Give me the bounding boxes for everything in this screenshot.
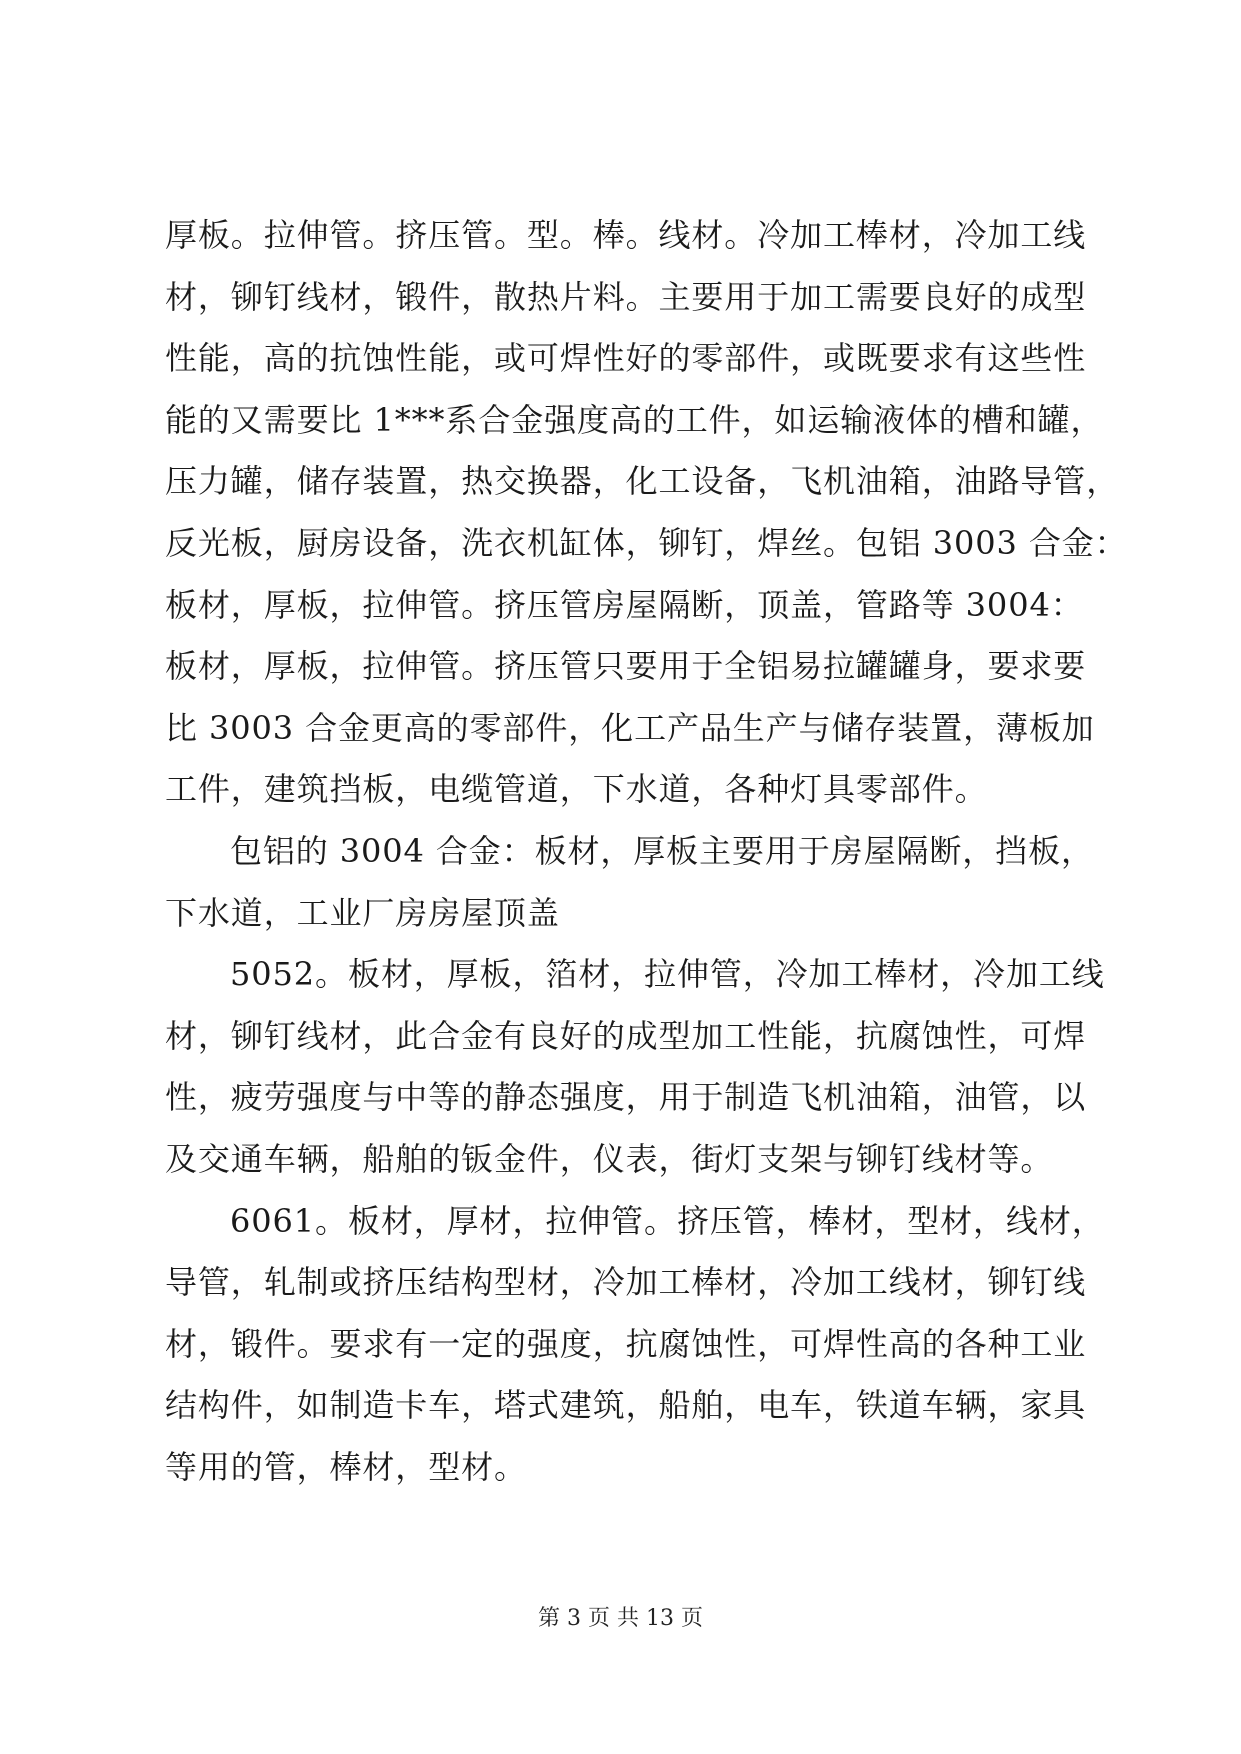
text-line: 工件，建筑挡板，电缆管道，下水道，各种灯具零部件。	[165, 770, 988, 809]
paragraph-start-line: 5052。板材，厚板，箔材，拉伸管，冷加工棒材，冷加工线	[230, 955, 1105, 994]
text-line: 反光板，厨房设备，洗衣机缸体，铆钉，焊丝。包铝 3003 合金：	[165, 523, 1128, 562]
body-text	[165, 205, 1128, 1498]
paragraph-start-line: 包铝的 3004 合金：板材，厚板主要用于房屋隔断，挡板，	[230, 831, 1094, 870]
text-line: 导管，轧制或挤压结构型材，冷加工棒材，冷加工线材，铆钉线	[165, 1263, 1087, 1302]
text-line: 厚板。拉伸管。挤压管。型。棒。线材。冷加工棒材，冷加工线	[165, 216, 1087, 254]
text-line: 能的又需要比 1***系合金强度高的工件，如运输液体的槽和罐，	[165, 400, 1104, 439]
text-line: 及交通车辆，船舶的钣金件，仪表，街灯支架与铆钉线材等。	[165, 1139, 1054, 1178]
text-line: 性能，高的抗蚀性能，或可焊性好的零部件，或既要求有这些性	[165, 339, 1087, 378]
text-line: 材，铆钉线材，锻件，散热片料。主要用于加工需要良好的成型	[165, 277, 1087, 316]
paragraph-start-line: 6061。板材，厚材，拉伸管。挤压管，棒材，型材，线材，	[230, 1201, 1105, 1240]
text-line: 结构件，如制造卡车，塔式建筑，船舶，电车，铁道车辆，家具	[165, 1386, 1087, 1425]
text-line: 压力罐，储存装置，热交换器，化工设备，飞机油箱，油路导管，	[165, 462, 1120, 501]
page-number-footer: 第 3 页 共 13 页	[538, 1606, 703, 1631]
text-line: 板材，厚板，拉伸管。挤压管只要用于全铝易拉罐罐身，要求要	[165, 647, 1087, 686]
text-line: 材，铆钉线材，此合金有良好的成型加工性能，抗腐蚀性，可焊	[165, 1016, 1087, 1055]
text-line: 比 3003 合金更高的零部件，化工产品生产与储存装置，薄板加	[165, 708, 1095, 747]
text-line: 等用的管，棒材，型材。	[165, 1447, 527, 1486]
text-line: 材，锻件。要求有一定的强度，抗腐蚀性，可焊性高的各种工业	[165, 1324, 1087, 1363]
text-line: 板材，厚板，拉伸管。挤压管房屋隔断，顶盖，管路等 3004：	[165, 585, 1084, 624]
text-line: 性，疲劳强度与中等的静态强度，用于制造飞机油箱，油管，以	[165, 1078, 1087, 1117]
text-line: 下水道，工业厂房房屋顶盖	[165, 893, 560, 932]
